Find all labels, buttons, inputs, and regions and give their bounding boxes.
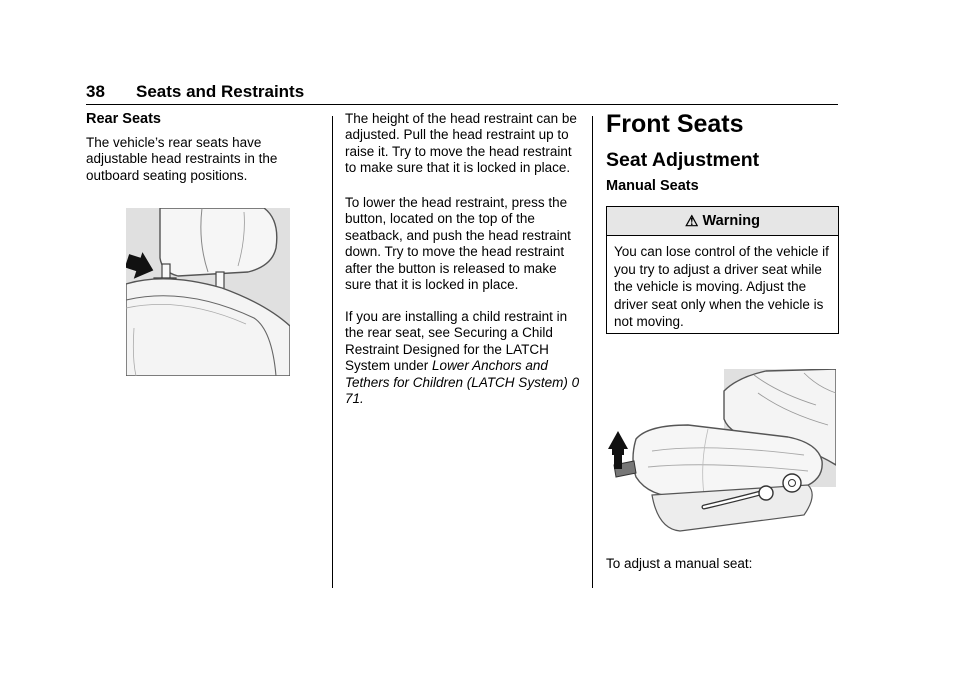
rear-seats-heading: Rear Seats [86, 111, 161, 127]
head-restraint-illustration [126, 208, 290, 376]
front-seats-title: Front Seats [606, 110, 744, 138]
lower-head-restraint-paragraph: To lower the head restraint, press the button, located on the top of the seatback, and push the head restraint down. Try to move the head restraint after the button is released to make sure that it is locked in place. [345, 195, 571, 293]
page-number: 38 [86, 82, 105, 101]
page-reference[interactable]: 0 71. [345, 374, 580, 407]
rear-seats-paragraph: The vehicle’s rear seats have adjustable head restraints in the outboard seating positions. [86, 135, 278, 183]
warning-label: Warning [702, 213, 760, 229]
warning-triangle-icon: ⚠ [685, 213, 699, 230]
column-divider-left [332, 116, 333, 588]
warning-text: You can lose control of the vehicle if you try to adjust a driver seat while the vehicle is moving. Adjust the driver seat only when the vehicle is not moving. [614, 244, 829, 329]
child-restraint-paragraph [345, 309, 581, 407]
manual-seats-heading: Manual Seats [606, 178, 699, 194]
latch-system-link[interactable]: Lower Anchors and Tethers for Children (LATCH System) [345, 358, 568, 390]
head-restraint-height-paragraph: The height of the head restraint can be adjusted. Pull the head restraint up to raise it. Try to move the head restraint to make sure that it is locked in place. [345, 111, 577, 176]
column-divider-right [592, 116, 593, 588]
manual-seat-illustration [608, 369, 836, 541]
warning-header [607, 207, 838, 236]
seat-adjustment-heading: Seat Adjustment [606, 149, 760, 171]
warning-box [606, 206, 839, 334]
section-title: Seats and Restraints [136, 82, 305, 101]
header-divider [86, 104, 838, 105]
adjust-manual-seat-text: To adjust a manual seat: [606, 556, 753, 571]
child-restraint-text: If you are installing a child restraint in the rear seat, see Securing a Child Restraint Designed for the LATCH System under [345, 309, 568, 374]
